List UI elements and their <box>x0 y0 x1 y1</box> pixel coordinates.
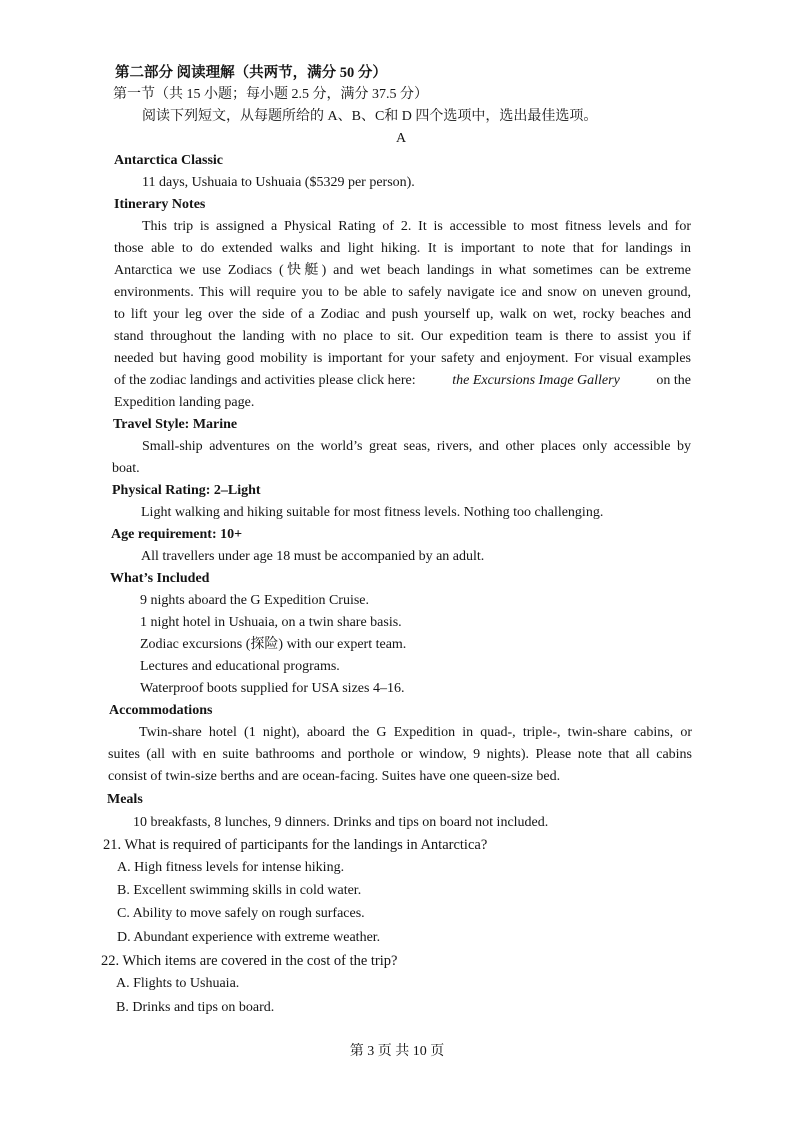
included-heading: What’s Included <box>110 571 210 586</box>
included-item: Zodiac excursions (探险) with our expert team. <box>140 637 407 652</box>
passage-subtitle: 11 days, Ushuaia to Ushuaia ($5329 per person). <box>142 175 415 190</box>
itinerary-line: to lift your leg over the side of a Zodiac and push yourself up, walk on wet, rocky beaches and <box>114 307 691 322</box>
option-22-a[interactable]: A. Flights to Ushuaia. <box>116 976 240 991</box>
passage-letter: A <box>396 131 407 146</box>
included-item: 1 night hotel in Ushuaia, on a twin share basis. <box>140 615 402 630</box>
itinerary-line: Antarctica we use Zodiacs (快艇) and wet beach landings in what sometimes can be extreme <box>114 263 691 278</box>
page-number: 第 3 页 共 10 页 <box>349 1044 445 1059</box>
option-21-d[interactable]: D. Abundant experience with extreme weather. <box>117 930 381 945</box>
itinerary-link-post: on the <box>652 373 691 388</box>
meals-text: 10 breakfasts, 8 lunches, 9 dinners. Drinks and tips on board not included. <box>133 815 549 830</box>
itinerary-line: environments. This will require you to be able to safely navigate ice and snow on uneven ground, <box>114 285 691 300</box>
itinerary-line: needed but having good mobility is important for your safety and enjoyment. For visual examples <box>114 351 691 366</box>
travel-style-heading: Travel Style: Marine <box>113 417 238 432</box>
instructions: 阅读下列短文，从每题所给的 A、B、C和 D 四个选项中，选出最佳选项。 <box>142 109 598 124</box>
accommodations-line: Twin-share hotel (1 night), aboard the G Expedition in quad-, triple-, twin-share cabins, or <box>139 725 692 740</box>
section-title: 第一节（共 15 小题；每小题 2.5 分，满分 37.5 分） <box>113 87 428 102</box>
accommodations-end: consist of twin-size berths and are ocean-facing. Suites have one queen-size bed. <box>108 769 561 784</box>
itinerary-line: stand throughout the landing with no place to sit. Our expedition team is there to assist you if <box>114 329 691 344</box>
gallery-link[interactable]: the Excursions Image Gallery <box>452 373 620 388</box>
question-stem: 22. Which items are covered in the cost of the trip? <box>101 953 398 969</box>
itinerary-link-pre: of the zodiac landings and activities please click here: <box>114 373 420 388</box>
itinerary-link-line <box>114 370 691 392</box>
travel-style-text-end: boat. <box>112 461 140 476</box>
accommodations-line: suites (all with en suite bathrooms and porthole or window, 9 nights). Please note that all cabins <box>108 747 692 762</box>
accommodations-heading: Accommodations <box>109 703 213 718</box>
option-21-a[interactable]: A. High fitness levels for intense hiking. <box>117 860 345 875</box>
passage-title: Antarctica Classic <box>114 153 223 168</box>
part-title: 第二部分 阅读理解（共两节，满分 50 分） <box>115 65 387 81</box>
included-item: 9 nights aboard the G Expedition Cruise. <box>140 593 370 608</box>
meals-heading: Meals <box>107 792 143 807</box>
option-21-c[interactable]: C. Ability to move safely on rough surfaces. <box>117 906 365 921</box>
age-text: All travellers under age 18 must be accompanied by an adult. <box>141 549 485 564</box>
included-item: Waterproof boots supplied for USA sizes 4–16. <box>140 681 405 696</box>
option-22-b[interactable]: B. Drinks and tips on board. <box>116 1000 275 1015</box>
itinerary-line: This trip is assigned a Physical Rating of 2. It is accessible to most fitness levels and for <box>142 219 691 234</box>
physical-rating-text: Light walking and hiking suitable for most fitness levels. Nothing too challenging. <box>141 505 604 520</box>
question-stem: 21. What is required of participants for the landings in Antarctica? <box>103 837 488 853</box>
travel-style-text: Small-ship adventures on the world’s great seas, rivers, and other places only accessible by <box>142 439 691 454</box>
option-21-b[interactable]: B. Excellent swimming skills in cold water. <box>117 883 362 898</box>
itinerary-end: Expedition landing page. <box>114 395 255 410</box>
itinerary-heading: Itinerary Notes <box>114 197 206 212</box>
itinerary-line: those able to do extended walks and light hiking. It is important to note that for landings in <box>114 241 691 256</box>
included-item: Lectures and educational programs. <box>140 659 340 674</box>
physical-rating-heading: Physical Rating: 2–Light <box>112 483 261 498</box>
age-heading: Age requirement: 10+ <box>111 527 243 542</box>
